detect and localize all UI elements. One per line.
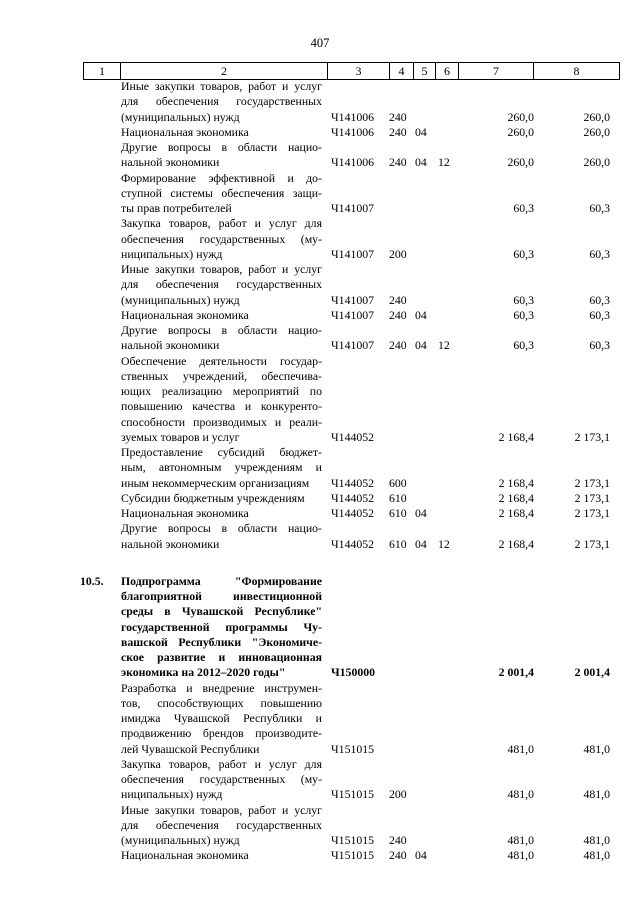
row-description [121,506,322,521]
row-description [121,79,322,125]
amount-col-8: 2 173,1 [574,475,610,490]
row-description [121,140,322,171]
amount-col-7: 2 168,4 [498,506,534,520]
description-line: Иные закупки товаров, работ и услуг [121,262,322,276]
row-spacer [0,552,640,574]
description-line: Другие вопросы в области нацио- [121,140,322,154]
expense-type-code: 610 [389,490,407,505]
row-description [121,125,322,140]
amount-col-7: 481,0 [507,787,534,802]
target-article-code: Ч150000 [331,665,376,680]
amount-col-8: 60,3 [589,201,610,215]
amount-col-8: 481,0 [583,833,610,847]
description-line: ниципальных) нужд [121,246,223,261]
amount-col-8: 481,0 [583,741,610,756]
section-code: 04 [415,536,427,551]
amount-col-8: 60,3 [589,338,610,353]
description-line: Национальная экономика [121,848,249,863]
subsection-code: 12 [438,536,450,551]
subsection-code: 12 [438,155,450,170]
row-description [121,323,322,354]
description-line: Национальная экономика [121,307,249,322]
table-row [0,506,640,521]
header-col-8: 8 [533,63,620,79]
amount-col-8: 2 001,4 [574,665,610,680]
description-line: ственных учреждений, обеспечива- [121,368,322,383]
target-article-code: Ч144052 [331,490,375,505]
header-col-2: 2 [120,63,327,79]
subsection-code: 12 [438,338,450,353]
description-line: обеспечения государственных (му- [121,231,322,246]
table-row [0,757,640,803]
table-row [0,262,640,308]
description-line: для обеспечения государственных [121,94,322,109]
section-code: 04 [415,848,427,863]
page-number: 407 [310,36,330,50]
target-article-code: Ч141007 [331,292,375,307]
table-row [0,79,640,125]
row-description [121,216,322,262]
amount-col-8: 481,0 [583,848,610,863]
target-article-code: Ч144052 [331,429,375,444]
amount-col-8: 60,3 [589,307,610,322]
table-row [0,140,640,171]
description-line: нальной экономики [121,155,220,170]
description-line: ющих реализацию мероприятий по [121,384,322,398]
amount-col-7: 2 168,4 [498,475,534,490]
row-description [121,445,322,491]
description-line: Закупка товаров, работ и услуг для [121,216,322,231]
header-col-4: 4 [389,63,413,79]
amount-col-7: 60,3 [513,246,534,261]
description-line: нальной экономики [121,338,220,353]
amount-col-8: 481,0 [583,787,610,802]
description-line: Формирование эффективной и до- [121,170,322,185]
description-line: Другие вопросы в области нацио- [121,323,322,337]
expense-type-code: 200 [389,787,407,802]
amount-col-7: 60,3 [513,338,534,353]
description-line: Другие вопросы в области нацио- [121,521,322,536]
description-line: ниципальных) нужд [121,787,223,802]
row-description [121,681,322,757]
amount-col-7: 481,0 [507,848,534,863]
target-article-code: Ч141006 [331,155,375,170]
table-row [0,803,640,849]
description-line: ты прав потребителей [121,201,232,215]
amount-col-7: 260,0 [507,109,534,124]
description-line: Иные закупки товаров, работ и услуг [121,79,322,93]
description-line: вашской Республики "Экономиче- [121,634,322,649]
amount-col-7: 60,3 [513,201,534,215]
row-description [121,308,322,323]
row-description [121,848,322,863]
expense-type-code: 240 [389,848,407,863]
amount-col-7: 260,0 [507,124,534,139]
description-line: среды в Чувашской Республике" [121,604,322,619]
description-line: (муниципальных) нужд [121,292,240,307]
table-row [0,308,640,323]
target-article-code: Ч151015 [331,787,375,802]
amount-col-8: 260,0 [583,124,610,139]
table-header [83,62,620,80]
row-description [121,757,322,803]
amount-col-7: 2 168,4 [498,536,534,551]
amount-col-7: 481,0 [507,833,534,847]
amount-col-8: 2 173,1 [574,536,610,551]
table-row [0,323,640,354]
target-article-code: Ч141007 [331,246,375,261]
amount-col-8: 260,0 [583,155,610,170]
header-col-3: 3 [327,63,389,79]
target-article-code: Ч144052 [331,536,375,551]
description-line: нальной экономики [121,536,220,551]
section-code: 04 [415,338,427,353]
target-article-code: Ч151015 [331,741,375,756]
description-line: ское развитие и инновационная [121,650,322,664]
description-line: иным некоммерческим организациям [121,475,310,490]
amount-col-7: 2 001,4 [498,665,534,680]
target-article-code: Ч141006 [331,109,375,124]
description-line: Подпрограмма "Формирование [121,573,322,588]
expense-type-code: 240 [389,833,407,847]
description-line: Обеспечение деятельности государ- [121,353,322,368]
table-row [0,848,640,863]
table-row [0,216,640,262]
table-row [0,521,640,552]
amount-col-7: 60,3 [513,292,534,307]
table-row [0,574,640,681]
target-article-code: Ч151015 [331,848,375,863]
target-article-code: Ч144052 [331,475,375,490]
row-description [121,803,322,849]
table-row [0,354,640,446]
amount-col-8: 2 173,1 [574,429,610,444]
expense-type-code: 610 [389,506,407,520]
description-line: Предоставление субсидий бюджет- [121,445,322,459]
amount-col-8: 2 173,1 [574,506,610,520]
description-line: экономика на 2012–2020 годы" [121,665,286,680]
description-line: (муниципальных) нужд [121,833,240,847]
description-line: обеспечения государственных (му- [121,772,322,786]
description-line: ным, автономным учреждениям и [121,460,322,475]
expense-type-code: 240 [389,124,407,139]
description-line: для обеспечения государственных [121,277,322,292]
amount-col-7: 60,3 [513,307,534,322]
description-line: тов, способствующих повышению [121,695,322,710]
row-description [121,262,322,308]
row-description [121,521,322,552]
header-col-5: 5 [413,63,435,79]
table-row [0,491,640,506]
target-article-code: Ч144052 [331,506,375,520]
expense-type-code: 200 [389,246,407,261]
expense-type-code: 240 [389,155,407,170]
target-article-code: Ч141007 [331,201,375,215]
target-article-code: Ч151015 [331,833,375,847]
expense-type-code: 240 [389,338,407,353]
amount-col-7: 260,0 [507,155,534,170]
amount-col-8: 260,0 [583,109,610,124]
row-description [121,171,322,217]
table-row [0,445,640,491]
expense-type-code: 240 [389,292,407,307]
section-code: 04 [415,307,427,322]
amount-col-7: 2 168,4 [498,490,534,505]
description-line: Субсидии бюджетным учреждениям [121,490,305,505]
table-row [0,171,640,217]
row-description [121,574,322,681]
description-line: Иные закупки товаров, работ и услуг [121,802,322,817]
description-line: продвижению брендов производите- [121,726,322,741]
target-article-code: Ч141007 [331,338,375,353]
header-col-6: 6 [435,63,458,79]
target-article-code: Ч141007 [331,307,375,322]
description-line: способности производимых и реали- [121,414,322,429]
description-line: (муниципальных) нужд [121,109,240,124]
amount-col-7: 481,0 [507,741,534,756]
description-line: для обеспечения государственных [121,817,322,832]
description-line: Закупка товаров, работ и услуг для [121,756,322,771]
header-col-1: 1 [83,63,120,79]
amount-col-7: 2 168,4 [498,429,534,444]
expense-type-code: 610 [389,536,407,551]
expense-type-code: 240 [389,307,407,322]
section-code: 04 [415,124,427,139]
description-line: ступной системы обеспечения защи- [121,185,322,200]
header-col-7: 7 [458,63,533,79]
section-code: 04 [415,155,427,170]
table-row [0,125,640,140]
description-line: Национальная экономика [121,506,249,520]
target-article-code: Ч141006 [331,124,375,139]
section-code: 04 [415,506,427,520]
description-line: зуемых товаров и услуг [121,429,240,444]
table-body [0,79,640,864]
table-row [0,681,640,757]
description-line: Национальная экономика [121,124,249,139]
amount-col-8: 2 173,1 [574,490,610,505]
row-description [121,354,322,446]
description-line: государственной программы Чу- [121,619,322,634]
section-number: 10.5. [80,573,104,588]
amount-col-8: 60,3 [589,246,610,261]
description-line: повышению качества и конкуренто- [121,399,322,414]
description-line: имиджа Чувашской Республики и [121,711,322,725]
amount-col-8: 60,3 [589,292,610,307]
expense-type-code: 600 [389,475,407,490]
description-line: благоприятной инвестиционной [121,589,322,603]
expense-type-code: 240 [389,109,407,124]
description-line: лей Чувашской Республики [121,741,260,756]
row-description [121,491,322,506]
description-line: Разработка и внедрение инструмен- [121,680,322,695]
